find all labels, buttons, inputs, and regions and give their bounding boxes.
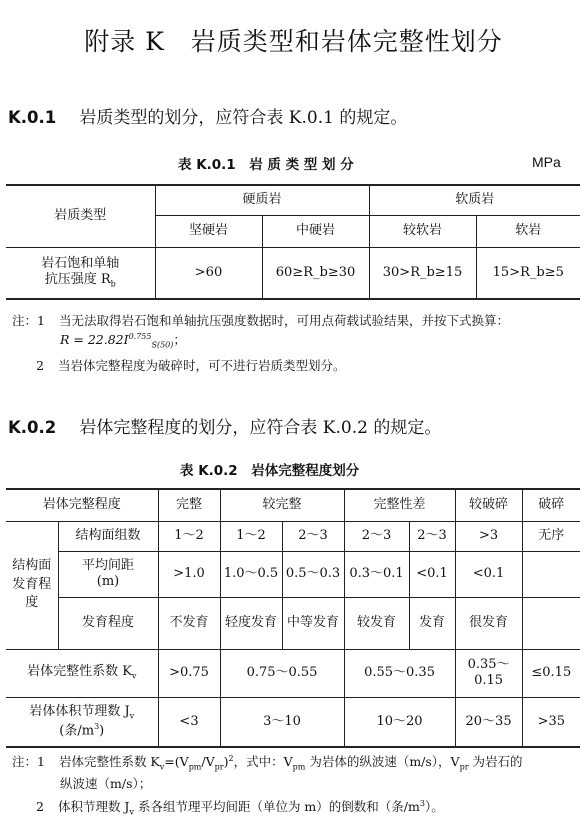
- jv-value: >35: [522, 697, 580, 747]
- strength-value: >60: [155, 247, 262, 299]
- spacing-value: <0.1: [409, 551, 455, 597]
- jv-value: 20～35: [455, 697, 522, 747]
- strength-value: 30>R_b≥15: [369, 247, 476, 299]
- header-category: 完整性差: [344, 489, 455, 521]
- note-2a: 体积节理数 J: [57, 799, 130, 815]
- strength-label-line2: 抗压强度 R: [44, 272, 111, 288]
- spacing-value: 0.3～0.1: [344, 551, 409, 597]
- note-2c: ）。: [424, 799, 444, 815]
- header-category: 较完整: [220, 489, 344, 521]
- formula-sup: 0.755: [128, 332, 152, 342]
- kv-value: 0.75～0.55: [220, 649, 344, 697]
- jv-label-line2: (条/m: [59, 723, 95, 739]
- kv-label: 岩体完整性系数 K: [27, 664, 132, 680]
- note-2-number: 2: [36, 799, 44, 815]
- clause-number: K.0.1: [8, 108, 57, 127]
- strength-value: 60≥R_b≥30: [262, 247, 369, 299]
- note-sub: pr: [214, 762, 224, 772]
- table-rock-integrity: [6, 488, 580, 748]
- row-label-groups: 结构面组数: [58, 521, 158, 551]
- strength-label-line1: 岩石饱和单轴: [41, 255, 120, 271]
- clause-text: 岩体完整程度的划分，应符合表 K.0.2 的规定。: [79, 418, 442, 438]
- formula-tail: ；: [173, 332, 186, 348]
- note-sub: v: [129, 807, 134, 817]
- spacing-value: 1.0～0.5: [220, 551, 282, 597]
- note-sub: pm: [292, 762, 306, 772]
- spacing-value: <0.1: [455, 551, 522, 597]
- jv-value: 3～10: [220, 697, 344, 747]
- strength-value: 15>R_b≥5: [476, 247, 580, 299]
- group-label-structure: 结构面发育程度: [6, 521, 58, 649]
- note-1h: 纵波速（m/s）；: [60, 775, 152, 791]
- row-label-jv: [6, 697, 158, 747]
- note-1d: ): [223, 754, 229, 769]
- row-label-kv: [6, 649, 158, 697]
- kv-value: >0.75: [158, 649, 220, 697]
- spacing-label-line2: (m): [96, 574, 120, 589]
- degree-value: 中等发育: [282, 597, 344, 649]
- header-category: 较破碎: [455, 489, 522, 521]
- degree-value: 较发育: [344, 597, 409, 649]
- header-medium-hard: 中硬岩: [262, 215, 369, 247]
- note-1c: /V: [201, 754, 215, 769]
- note-sub: pr: [459, 762, 469, 772]
- header-hard: 硬质岩: [155, 185, 369, 215]
- spacing-label-line1: 平均间距: [82, 557, 135, 573]
- header-integrity: 岩体完整程度: [6, 489, 158, 521]
- spacing-value: 0.5～0.3: [282, 551, 344, 597]
- note-1: 当无法取得岩石饱和单轴抗压强度数据时，可用点荷载试验结果，并按下式换算：: [58, 313, 509, 328]
- groups-value: 无序: [522, 521, 580, 551]
- note-sub: pm: [188, 762, 202, 772]
- note-lead: 注：1: [12, 754, 45, 769]
- note-1g: 为岩石的: [468, 754, 523, 769]
- note-sub: v: [159, 762, 165, 772]
- page-title: 附录 K 岩质类型和岩体完整性划分: [84, 27, 503, 56]
- jv-label-sup: 3: [94, 721, 100, 731]
- jv-value: 10～20: [344, 697, 455, 747]
- degree-value: 轻度发育: [220, 597, 282, 649]
- groups-value: 2～3: [409, 521, 455, 551]
- clause-text: 岩质类型的划分，应符合表 K.0.1 的规定。: [79, 108, 408, 128]
- jv-label-end: ): [99, 723, 105, 739]
- note-sup: 3: [419, 799, 425, 809]
- row-label-strength: [6, 247, 155, 299]
- groups-value: 1～2: [220, 521, 282, 551]
- note-2: 当岩体完整程度为破碎时，可不进行岩质类型划分。: [57, 358, 346, 374]
- degree-value: [522, 597, 580, 649]
- degree-value: 很发育: [455, 597, 522, 649]
- jv-value: <3: [158, 697, 220, 747]
- header-very-hard: 坚硬岩: [155, 215, 262, 247]
- table-caption-k01: 表 K.0.1 岩 质 类 型 划 分: [178, 157, 354, 173]
- groups-value: >3: [455, 521, 522, 551]
- table-rock-type: [6, 184, 580, 300]
- note-2b: 系各组节理平均间距（单位为 m）的倒数和（条/m: [133, 799, 420, 815]
- row-label-degree: 发育程度: [58, 597, 158, 649]
- clause-k02: [8, 413, 441, 438]
- header-soft: 软质岩: [369, 185, 580, 215]
- degree-value: 不发育: [158, 597, 220, 649]
- formula-main: R = 22.82I: [60, 332, 129, 348]
- jv-label-sub: v: [129, 711, 135, 721]
- header-rock-type: 岩质类型: [6, 185, 155, 247]
- degree-value: 发育: [409, 597, 455, 649]
- kv-value: 0.55～0.35: [344, 649, 455, 697]
- spacing-value: [522, 551, 580, 597]
- groups-value: 2～3: [344, 521, 409, 551]
- kv-label-sub: v: [131, 671, 137, 681]
- jv-label-line1: 岩体体积节理数 J: [29, 704, 130, 720]
- clause-number: K.0.2: [8, 418, 57, 437]
- note-formula: [60, 330, 584, 352]
- header-fairly-soft: 较软岩: [369, 215, 476, 247]
- note-1a: 岩体完整性系数 K: [58, 754, 160, 769]
- header-category: 完整: [158, 489, 220, 521]
- formula-sub: S(50): [151, 340, 174, 350]
- notes-k02: [12, 752, 584, 819]
- strength-label-sub: b: [110, 279, 116, 289]
- kv-value: ≤0.15: [522, 649, 580, 697]
- spacing-value: >1.0: [158, 551, 220, 597]
- note-1f: 为岩体的纵波速（m/s），V: [305, 754, 460, 769]
- table-caption-k02: 表 K.0.2 岩体完整程度划分: [180, 463, 360, 479]
- clause-k01: [8, 103, 407, 128]
- header-category: 破碎: [522, 489, 580, 521]
- note-lead: 注：1: [12, 313, 45, 328]
- note-sup: 2: [228, 753, 234, 763]
- groups-value: 1～2: [158, 521, 220, 551]
- kv-value: 0.35～0.15: [455, 649, 522, 697]
- note-1e: ，式中：V: [233, 754, 293, 769]
- notes-k01: [12, 311, 584, 376]
- note-1b: =(V: [164, 754, 189, 769]
- row-label-spacing: [58, 551, 158, 597]
- table-unit: MPa: [532, 154, 561, 170]
- groups-value: 2～3: [282, 521, 344, 551]
- header-soft-rock: 软岩: [476, 215, 580, 247]
- note-2-number: 2: [36, 358, 44, 374]
